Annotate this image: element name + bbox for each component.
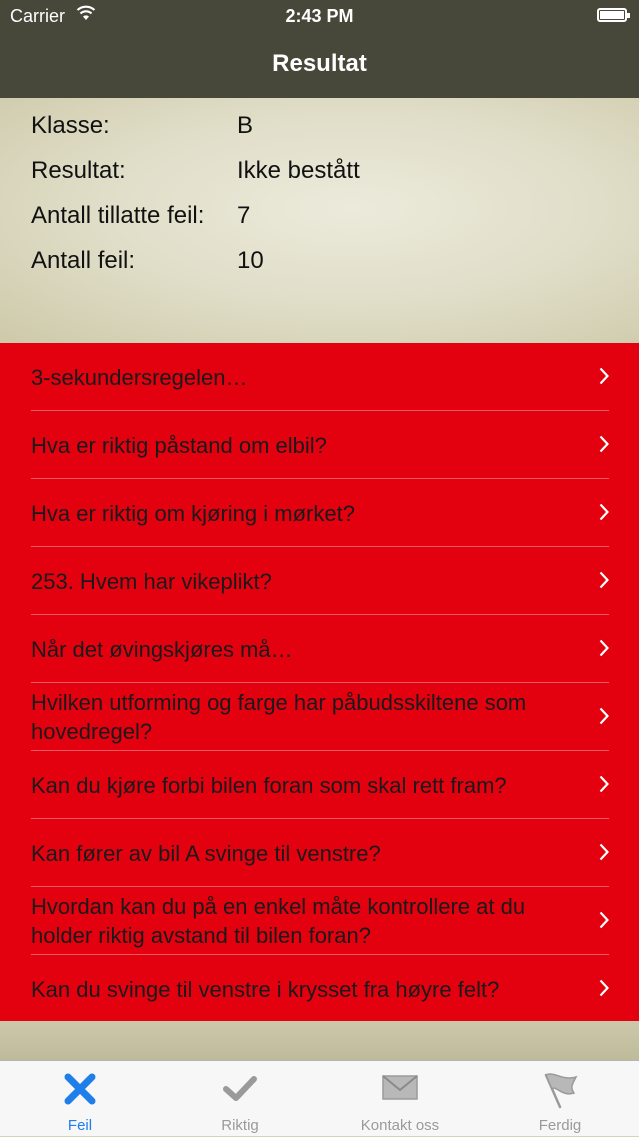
chevron-right-icon [599, 775, 609, 793]
question-row[interactable] [0, 479, 639, 547]
chevron-right-icon [599, 843, 609, 861]
result-summary [0, 98, 639, 343]
question-row[interactable] [0, 343, 639, 411]
question-row[interactable] [0, 887, 639, 955]
question-label: Hva er riktig om kjøring i mørket? [31, 500, 355, 526]
tab-bar [0, 1060, 639, 1136]
tab-feil[interactable] [0, 1061, 160, 1137]
status-bar [0, 0, 639, 34]
tab-riktig[interactable] [160, 1061, 320, 1137]
chevron-right-icon [599, 367, 609, 385]
summary-label: Resultat: [31, 157, 126, 184]
tab-label: Ferdig [538, 1117, 582, 1134]
question-row[interactable] [0, 615, 639, 683]
question-label: Hvilken utforming og farge har påbudsskiltene som hovedregel? [31, 690, 527, 744]
chevron-right-icon [599, 707, 609, 725]
question-label: Hva er riktig påstand om elbil? [31, 432, 327, 458]
flag-icon [540, 1071, 580, 1114]
x-icon [62, 1071, 98, 1112]
question-row[interactable] [0, 411, 639, 479]
question-label: 253. Hvem har vikeplikt? [31, 568, 272, 594]
summary-value: 7 [237, 202, 251, 229]
question-label: Når det øvingskjøres må… [31, 636, 293, 662]
question-label: Kan du svinge til venstre i krysset fra høyre felt? [31, 976, 500, 1002]
chevron-right-icon [599, 503, 609, 521]
battery-icon [597, 8, 627, 22]
top-bar [0, 0, 639, 98]
background-texture [0, 1021, 639, 1060]
question-label: Hvordan kan du på en enkel måte kontrollere at du holder riktig avstand til bilen foran? [31, 894, 526, 948]
summary-label: Antall feil: [31, 247, 136, 274]
question-label: Kan fører av bil A svinge til venstre? [31, 840, 381, 866]
question-row[interactable] [0, 547, 639, 615]
question-row[interactable] [0, 819, 639, 887]
summary-label: Klasse: [31, 112, 110, 139]
question-label: Kan du kjøre forbi bilen foran som skal rett fram? [31, 772, 507, 798]
question-row[interactable] [0, 751, 639, 819]
summary-value: Ikke bestått [237, 157, 360, 184]
question-label: 3-sekundersregelen… [31, 364, 248, 390]
page-title: Resultat [272, 50, 367, 77]
summary-value: B [237, 112, 254, 139]
summary-label: Antall tillatte feil: [31, 202, 205, 229]
chevron-right-icon [599, 639, 609, 657]
tab-label: Kontakt oss [360, 1117, 440, 1134]
tab-ferdig[interactable] [480, 1061, 639, 1137]
clock: 2:43 PM [285, 6, 354, 26]
question-row[interactable] [0, 955, 639, 1023]
chevron-right-icon [599, 571, 609, 589]
question-row[interactable] [0, 683, 639, 751]
tab-label: Riktig [221, 1117, 259, 1134]
chevron-right-icon [599, 979, 609, 997]
summary-value: 10 [237, 247, 264, 274]
tab-kontakt-oss[interactable] [320, 1061, 480, 1137]
tab-label: Feil [67, 1117, 93, 1134]
carrier-label: Carrier [10, 6, 66, 26]
envelope-icon [381, 1071, 419, 1108]
chevron-right-icon [599, 435, 609, 453]
chevron-right-icon [599, 911, 609, 929]
checkmark-icon [222, 1071, 258, 1112]
wrong-answers-list [0, 343, 639, 1021]
